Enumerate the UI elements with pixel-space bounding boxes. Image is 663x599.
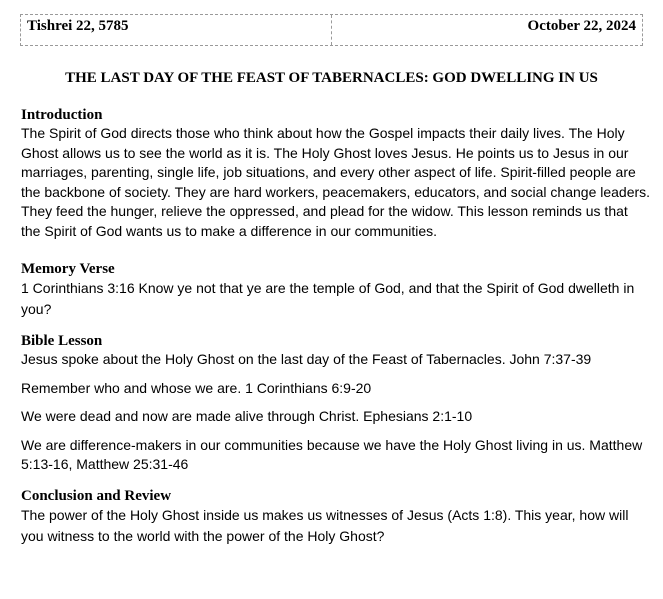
bible-lesson-section	[21, 332, 651, 475]
introduction-text: The Spirit of God directs those who think about how the Gospel impacts their daily lives. The Holy Ghost allows us to see the world as it is. The Holy Ghost loves Jesus. He points us to Jesus in our marriages, parenting, single life, job situations, and every other aspect of life. Spirit-filled people are the backbone of society. They are hard workers, peacemakers, educators, and social change leaders. They feed the hunger, relieve the oppressed, and plead for the widow. This lesson reminds us that the Spirit of God wants us to make a difference in our communities.	[21, 125, 651, 239]
bible-lesson-point: Remember who and whose we are. 1 Corinthians 6:9-20	[21, 379, 372, 396]
conclusion-section	[21, 487, 651, 547]
bible-lesson-point: Jesus spoke about the Holy Ghost on the last day of the Feast of Tabernacles. John 7:37-39	[21, 351, 592, 367]
bible-lesson-point: We are difference-makers in our communities because we have the Holy Ghost living in us. Matthew 5:13-16, Matthew 25:31-46	[21, 436, 643, 472]
lesson-body	[21, 106, 651, 547]
gregorian-date: October 22, 2024	[527, 18, 636, 34]
introduction-heading: Introduction	[21, 107, 103, 123]
memory-verse-text: 1 Corinthians 3:16 Know ye not that ye are the temple of God, and that the Spirit of God dwelleth in you?	[21, 280, 635, 317]
memory-verse-heading: Memory Verse	[21, 261, 115, 277]
introduction-section	[21, 106, 651, 241]
lesson-title: THE LAST DAY OF THE FEAST OF TABERNACLES: GOD DWELLING IN US	[65, 70, 598, 86]
memory-verse-section	[21, 260, 651, 320]
bible-lesson-heading: Bible Lesson	[21, 333, 103, 349]
bible-lesson-point: We were dead and now are made alive through Christ. Ephesians 2:1-10	[21, 408, 473, 424]
conclusion-heading: Conclusion and Review	[21, 487, 172, 504]
conclusion-text: The power of the Holy Ghost inside us makes us witnesses of Jesus (Acts 1:8). This year, how will you witness to the world with the power of the Holy Ghost?	[21, 506, 629, 544]
hebrew-date: Tishrei 22, 5785	[21, 15, 332, 45]
date-header-table	[20, 14, 643, 46]
